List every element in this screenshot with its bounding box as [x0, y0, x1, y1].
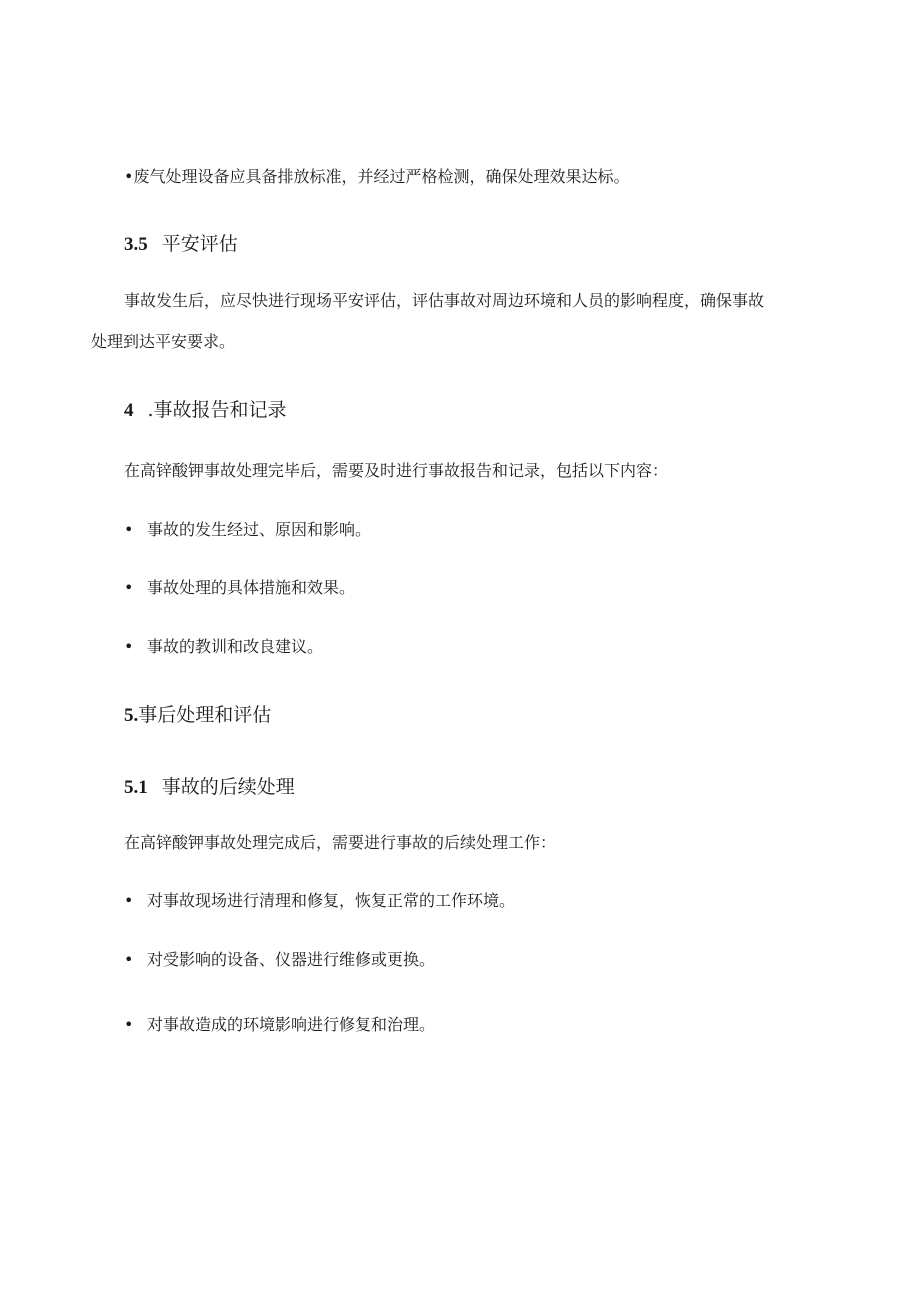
list-item: 对事故现场进行清理和修复，恢复正常的工作环境。 [147, 891, 516, 910]
bullet-icon: • [124, 950, 134, 969]
section-5-heading [124, 702, 271, 729]
section-4-number: 4 [124, 400, 134, 421]
intro-bullet-text: •废气处理设备应具备排放标准，并经过严格检测，确保处理效果达标。 [124, 167, 630, 186]
section-3-5-heading [124, 231, 238, 258]
list-item: 事故处理的具体措施和效果。 [147, 578, 356, 597]
section-3-5-paragraph-line-2: 处理到达平安要求。 [91, 332, 236, 351]
bullet-icon: • [124, 578, 134, 597]
section-3-5-title: 平安评估 [161, 233, 238, 255]
list-item: 事故的发生经过、原因和影响。 [147, 520, 372, 539]
bullet-icon: • [124, 637, 134, 656]
section-3-5-number: 3.5 [124, 234, 148, 255]
section-5-1-heading [124, 774, 295, 801]
section-5-1-number: 5.1 [124, 777, 148, 798]
section-5-1-intro: 在高锌酸钾事故处理完成后，需要进行事故的后续处理工作： [124, 833, 557, 852]
section-3-5-paragraph-line-1: 事故发生后，应尽快进行现场平安评估，评估事故对周边环境和人员的影响程度，确保事故 [124, 291, 765, 310]
section-5-1-title: 事故的后续处理 [161, 776, 295, 798]
section-4-title: .事故报告和记录 [147, 399, 287, 421]
section-5-number: 5. [124, 705, 139, 726]
list-item: 对事故造成的环境影响进行修复和治理。 [147, 1015, 436, 1034]
section-5-title: 事后处理和评估 [138, 704, 272, 726]
bullet-icon: • [124, 520, 134, 539]
list-item: 事故的教训和改良建议。 [147, 637, 324, 656]
list-item: 对受影响的设备、仪器进行维修或更换。 [147, 950, 436, 969]
bullet-icon: • [124, 891, 134, 910]
bullet-icon: • [124, 1015, 134, 1034]
section-4-intro: 在高锌酸钾事故处理完毕后，需要及时进行事故报告和记录，包括以下内容： [124, 461, 669, 480]
section-4-heading [124, 397, 287, 424]
